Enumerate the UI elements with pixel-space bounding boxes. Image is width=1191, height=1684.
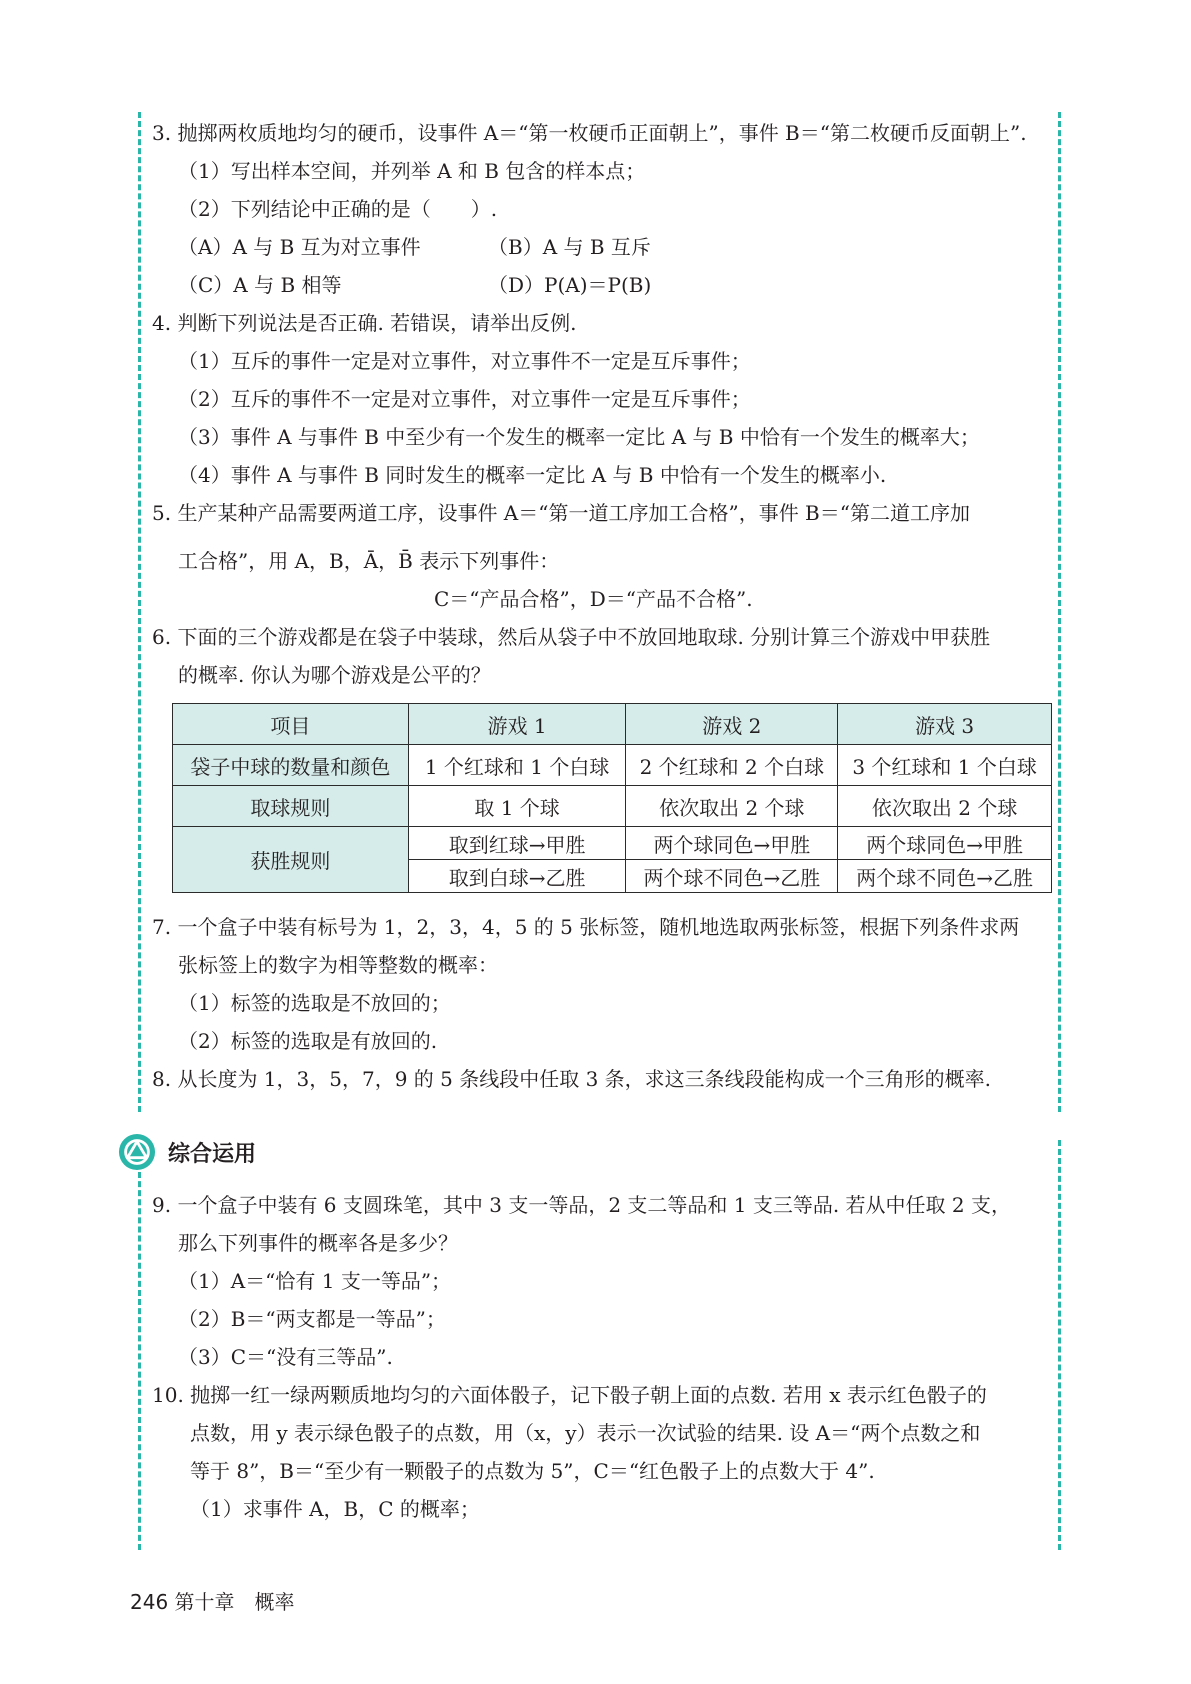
table-cell: 依次取出 2 个球 (838, 786, 1052, 827)
table-header-cell: 游戏 2 (626, 704, 838, 745)
table-cell: 3 个红球和 1 个白球 (838, 745, 1052, 786)
table-row-label: 取球规则 (173, 786, 409, 827)
table-cell: 两个球同色→甲胜 (626, 827, 838, 860)
problem-10-part-1: （1）求事件 A，B，C 的概率； (190, 1497, 480, 1521)
problem-7-stem: 7. 一个盒子中装有标号为 1，2，3，4，5 的 5 张标签，随机地选取两张标签，根据下列条件求两 (152, 915, 1020, 939)
section-badge-icon (118, 1133, 156, 1171)
problem-3-stem: 3. 抛掷两枚质地均匀的硬币，设事件 A＝“第一枚硬币正面朝上”，事件 B＝“第二枚硬币反面朝上”. (152, 121, 1027, 145)
problem-3-option-b: （B）A 与 B 互斥 (488, 235, 651, 259)
table-row-label: 获胜规则 (173, 827, 409, 893)
section-header (118, 1132, 256, 1172)
problem-7-continued: 张标签上的数字为相等整数的概率： (178, 953, 498, 977)
problem-7-part-1: （1）标签的选取是不放回的； (178, 991, 451, 1015)
problem-4-part-4: （4）事件 A 与事件 B 同时发生的概率一定比 A 与 B 中恰有一个发生的概率小. (178, 463, 887, 487)
table-row-label: 袋子中球的数量和颜色 (173, 745, 409, 786)
problem-10-continued-1: 点数，用 y 表示绿色骰子的点数，用（x，y）表示一次试验的结果. 设 A＝“两个点数之和 (190, 1421, 981, 1445)
problem-3-part-1: （1）写出样本空间，并列举 A 和 B 包含的样本点； (178, 159, 646, 183)
problem-9-part-1: （1）A＝“恰有 1 支一等品”； (178, 1269, 452, 1293)
problem-3-part-2: （2）下列结论中正确的是（ ）. (178, 197, 498, 221)
table-row (173, 786, 1052, 827)
problem-5-events: C＝“产品合格”，D＝“产品不合格”. (434, 587, 753, 611)
right-dashed-border-bottom (1058, 1140, 1061, 1550)
table-header-cell: 项目 (173, 704, 409, 745)
problem-3-option-a: （A）A 与 B 互为对立事件 (178, 235, 421, 259)
problem-9-part-3: （3）C＝“没有三等品”. (178, 1345, 393, 1369)
table-header-cell: 游戏 1 (408, 704, 626, 745)
problem-9-continued: 那么下列事件的概率各是多少？ (178, 1231, 458, 1255)
problem-10-stem: 10. 抛掷一红一绿两颗质地均匀的六面体骰子，记下骰子朝上面的点数. 若用 x 表示红色骰子的 (152, 1383, 987, 1407)
table-header-cell: 游戏 3 (838, 704, 1052, 745)
chapter-label: 第十章 概率 (174, 1590, 295, 1614)
table-cell: 取 1 个球 (408, 786, 626, 827)
table-row (173, 745, 1052, 786)
problem-4-part-3: （3）事件 A 与事件 B 中至少有一个发生的概率一定比 A 与 B 中恰有一个发生的概率大； (178, 425, 980, 449)
section-title: 综合运用 (168, 1141, 257, 1167)
table-cell: 两个球同色→甲胜 (838, 827, 1052, 860)
problem-3-option-c: （C）A 与 B 相等 (178, 273, 342, 297)
problem-4-part-2: （2）互斥的事件不一定是对立事件，对立事件一定是互斥事件； (178, 387, 751, 411)
problem-10-continued-2: 等于 8”，B＝“至少有一颗骰子的点数为 5”，C＝“红色骰子上的点数大于 4”. (190, 1459, 875, 1483)
problem-7-part-2: （2）标签的选取是有放回的. (178, 1029, 438, 1053)
left-dashed-border-top (138, 112, 141, 1112)
problem-5-continued: 工合格”，用 A，B，Ā，B̄ 表示下列事件： (178, 549, 560, 573)
problem-6-stem: 6. 下面的三个游戏都是在袋子中装球，然后从袋子中不放回地取球. 分别计算三个游戏中甲获胜 (152, 625, 991, 649)
problem-5-stem: 5. 生产某种产品需要两道工序，设事件 A＝“第一道工序加工合格”，事件 B＝“第二道工序加 (152, 501, 970, 525)
page-number: 246 (130, 1590, 169, 1614)
problem-4-part-1: （1）互斥的事件一定是对立事件，对立事件不一定是互斥事件； (178, 349, 751, 373)
problem-9-stem: 9. 一个盒子中装有 6 支圆珠笔，其中 3 支一等品，2 支二等品和 1 支三等品. 若从中任取 2 支， (152, 1193, 1011, 1217)
table-cell: 1 个红球和 1 个白球 (408, 745, 626, 786)
table-row (173, 827, 1052, 860)
table-cell: 两个球不同色→乙胜 (626, 860, 838, 893)
problem-6-continued: 的概率. 你认为哪个游戏是公平的？ (178, 663, 491, 687)
problem-3-option-d: （D）P(A)＝P(B) (488, 273, 652, 297)
table-cell: 取到白球→乙胜 (408, 860, 626, 893)
games-table (172, 703, 1052, 893)
table-cell: 2 个红球和 2 个白球 (626, 745, 838, 786)
page-footer (130, 1586, 295, 1615)
right-dashed-border-top (1058, 112, 1061, 1112)
problem-8-stem: 8. 从长度为 1，3，5，7，9 的 5 条线段中任取 3 条，求这三条线段能构成一个三角形的概率. (152, 1067, 992, 1091)
table-header-row (173, 704, 1052, 745)
problem-4-stem: 4. 判断下列说法是否正确. 若错误，请举出反例. (152, 311, 577, 335)
left-dashed-border-bottom (138, 1172, 141, 1550)
problem-9-part-2: （2）B＝“两支都是一等品”； (178, 1307, 446, 1331)
table-cell: 依次取出 2 个球 (626, 786, 838, 827)
table-cell: 两个球不同色→乙胜 (838, 860, 1052, 893)
table-cell: 取到红球→甲胜 (408, 827, 626, 860)
